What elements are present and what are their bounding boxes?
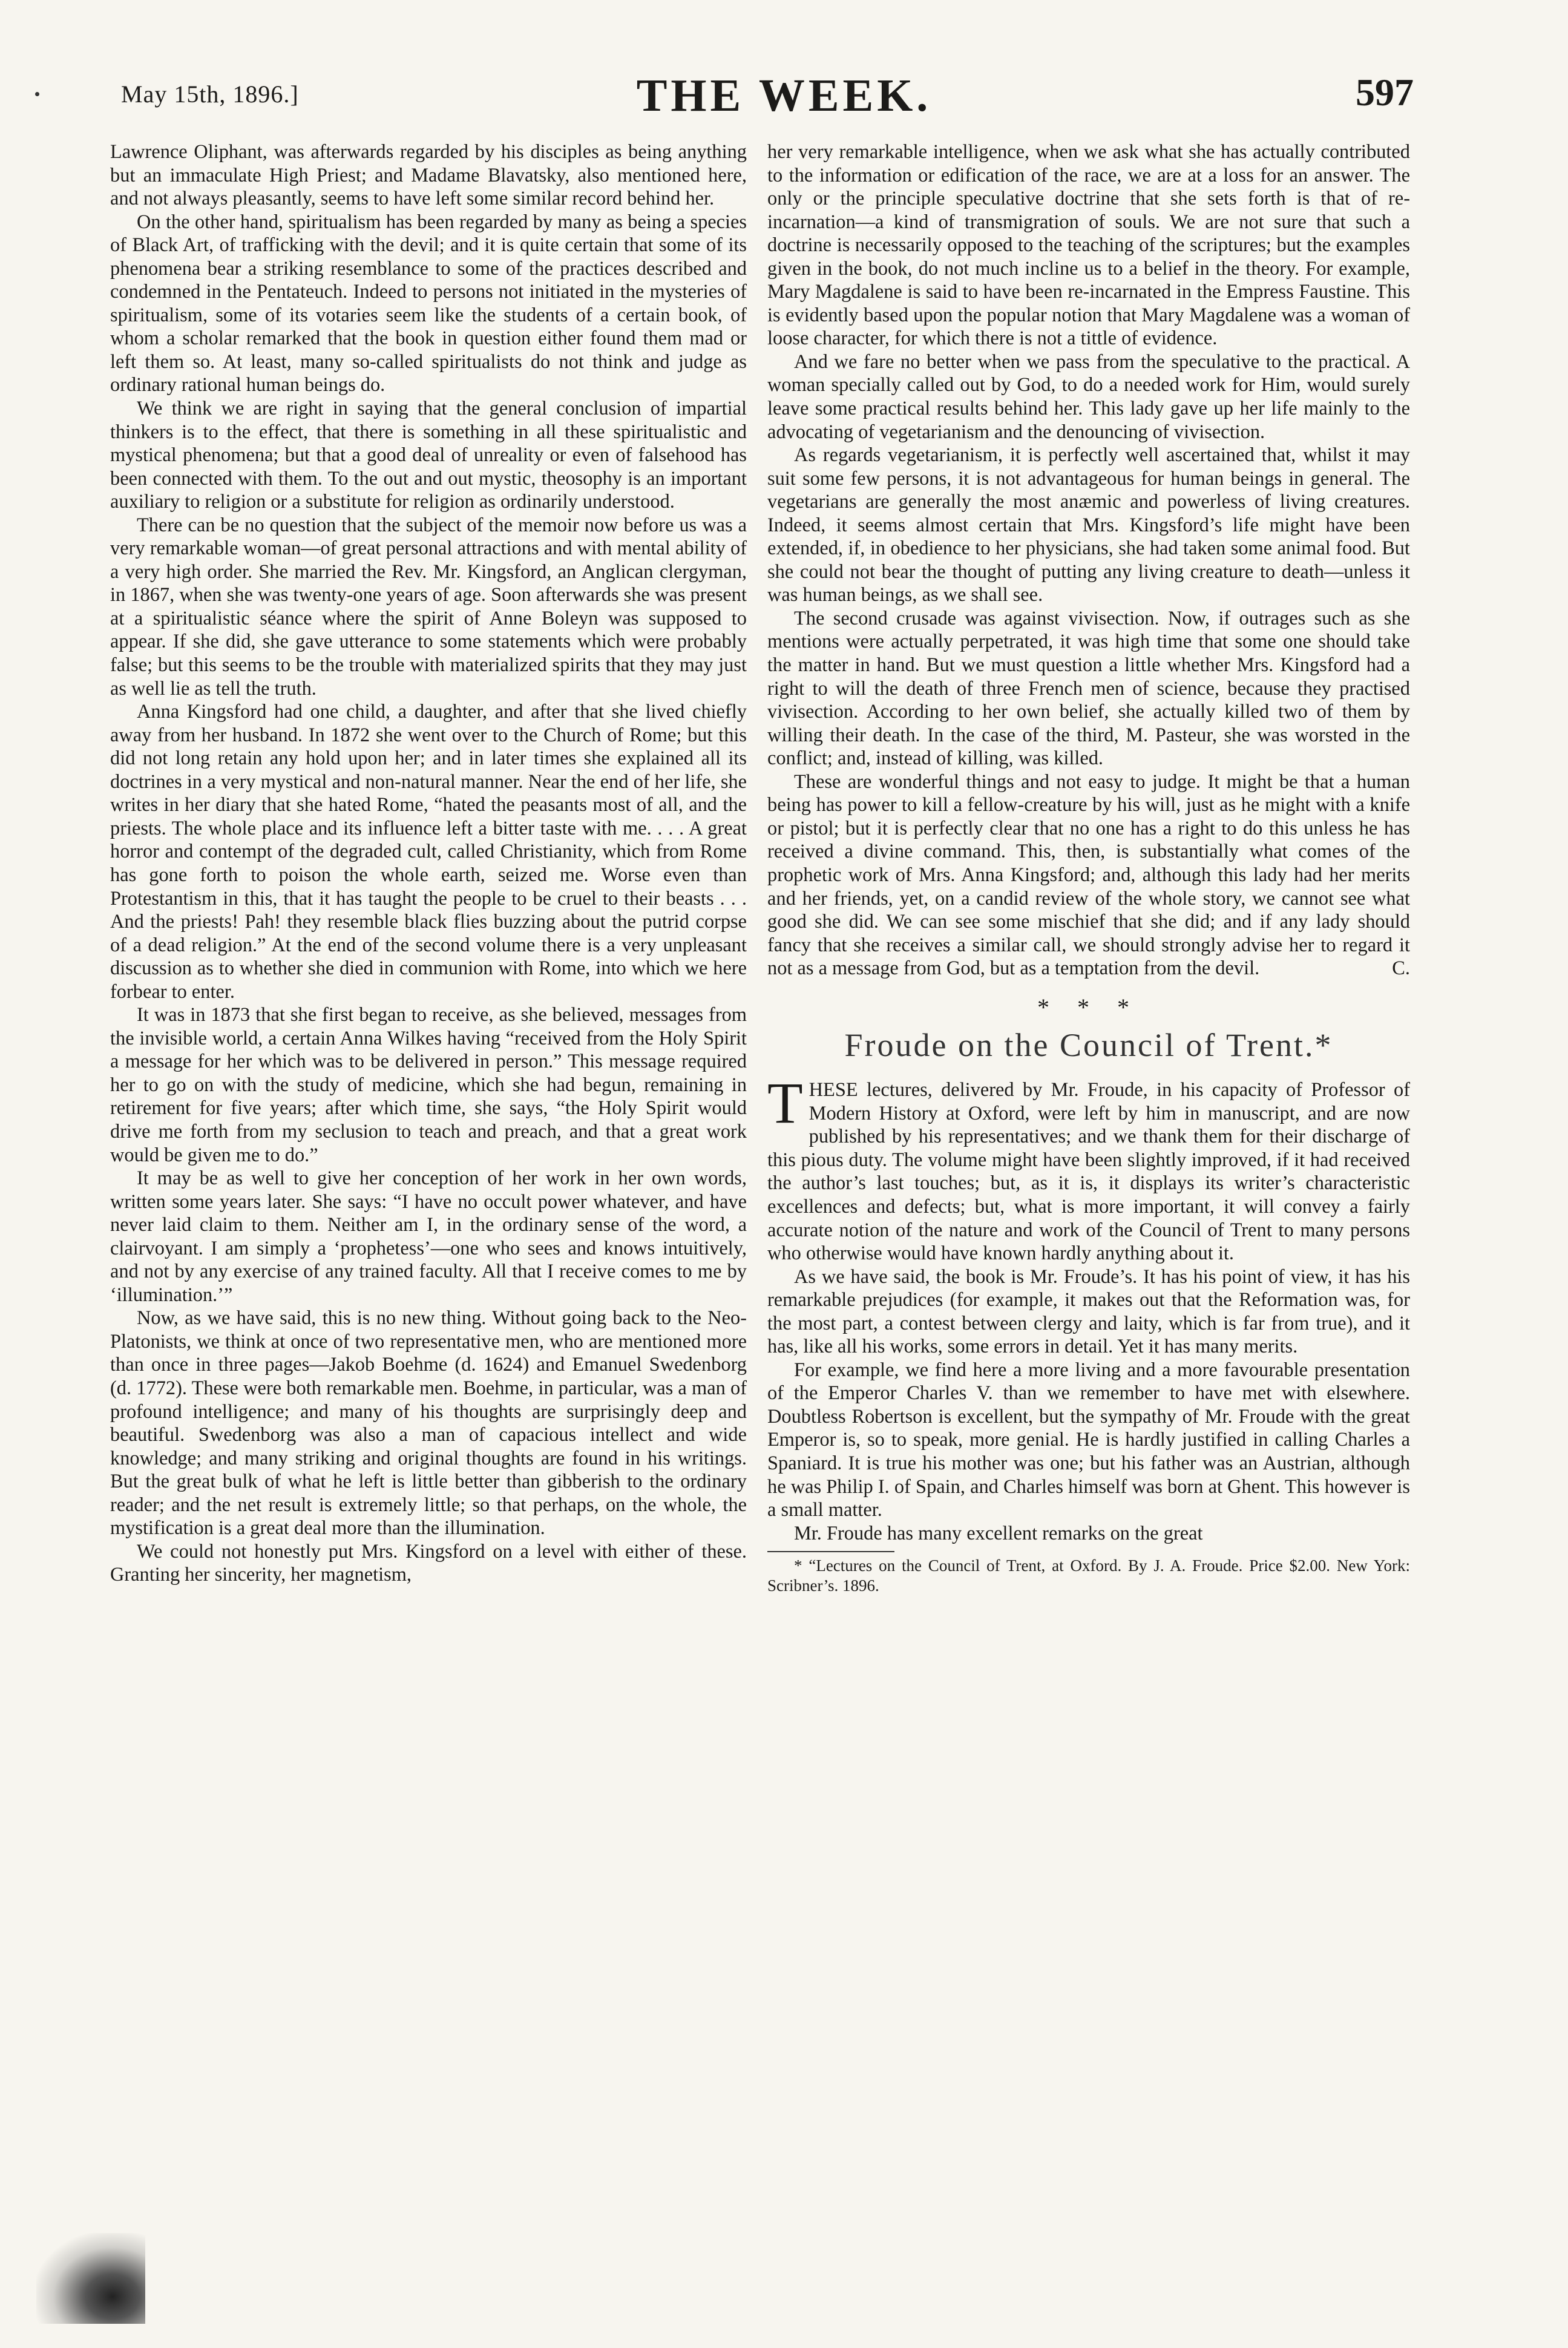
paragraph: And we fare no better when we pass from the speculative to the practical. A woman specially called out by God, to do a needed work for Him, would surely leave some practical results behind her. This lady gave up her life mainly to the advocating of vegetarianism and the denouncing of vivisection. [767,350,1410,443]
paragraph: As we have said, the book is Mr. Froude’s. It has his point of view, it has his remarkable prejudices (for example, it makes out that the Reformation was, for the most part, a contest between clergy and laity, which is far from true), and it has, like all his works, some errors in detail. Yet it has many merits. [767,1265,1410,1358]
paragraph: On the other hand, spiritualism has been regarded by many as being a species of Black Art, of trafficking with the devil; and it is quite certain that some of its phenomena bear a striking resemblance to some of the practices described and condemned in the Pentateuch. Indeed to persons not initiated in the mysteries of spiritualism, some of its votaries seem like the students of a certain book, of whom a scholar remarked that the book in question either found them mad or left them so. At least, many so-called spiritualists do not think and judge as ordinary rational human beings do. [110,211,747,396]
paragraph: her very remarkable intelligence, when we ask what she has actually contributed to the information or edification of the race, we are at a loss for an answer. The only or the principle speculative doctrine that she sets forth is that of re-incarnation—a kind of transmigration of souls. We are not sure that such a doctrine is necessarily opposed to the teaching of the scriptures; but the examples given in the book, do not much incline us to a belief in the theory. For example, Mary Magdalene is said to have been re-incarnated in the Empress Faustine. This is evidently based upon the popular notion that Mary Magdalene was a woman of loose character, for which there is not a tittle of evidence. [767,141,1410,350]
paragraph: Mr. Froude has many excellent remarks on the great [794,1522,1203,1544]
article-title: Froude on the Council of Trent.* [844,1027,1333,1064]
paragraph-text: HESE lectures, delivered by Mr. Froude, in his capacity of Professor of Modern History at Oxford, were left by him in manuscript, and are now published by his representatives; and we thank them for their discharge of this pious duty. The volume might have been slightly improved, if it had received the author’s last touches; but, as it is, it displays its writer’s characteristic excellences and defects; but, what is more important, it will convey a fairly accurate notion of the nature and work of the Council of Trent to many persons who otherwise would have known hardly anything about it. [767,1079,1410,1265]
paragraph: The second crusade was against vivisection. Now, if outrages such as she mentions were actually perpetrated, it was high time that some one should take the matter in hand. But we must question a little whether Mrs. Kingsford had a right to will the death of three French men of science, because they practised vivisection. According to her own belief, she actually killed two of them by willing their death. In the case of the third, M. Pasteur, she was worsted in the conflict; and, instead of killing, was killed. [767,607,1410,770]
publication-title: THE WEEK. [636,70,932,121]
paragraph: It was in 1873 that she first began to receive, as she believed, messages from the invisible world, a certain Anna Wilkes having “received from the Holy Spirit a message for her which was to be delivered in person.” This message required her to go on with the study of medicine, which she had begun, remaining in retirement for five years; after which time, she says, “the Holy Spirit would drive me forth from my seclusion to teach and preach, and that a great work would be given me to do.” [110,1004,747,1166]
paragraph: Lawrence Oliphant, was afterwards regarded by his disciples as being anything but an immaculate High Priest; and Madame Blavatsky, also mentioned here, and not always pleasantly, seems to have left some similar record behind her. [110,141,747,210]
footnote-rule [767,1551,894,1552]
section-separator: * * * [1037,993,1140,1021]
issue-date: May 15th, 1896.] [121,80,299,108]
paragraph-text: These are wonderful things and not easy to judge. It might be that a human being has power to kill a fellow-creature by his will, just as he might with a knife or pistol; but it is perfectly clear that no one has a right to do this unless he has received a divine command. This, then, is substantially what comes of the prophetic work of Mrs. Anna Kingsford; and, although this lady had her merits and her friends, yet, on a candid review of the whole story, we cannot see what good she did. We can see some mischief that she did; and if any lady should fancy that she receives a similar call, we should strongly advise her to regard it not as a message from God, but as a temptation from the devil. [767,770,1410,980]
ink-smudge [36,2233,145,2324]
paragraph: As regards vegetarianism, it is perfectly well ascertained that, whilst it may suit some few persons, it is not advantageous for human beings in general. The vegetarians are generally the most anæmic and powerless of living creatures. Indeed, it seems almost certain that Mrs. Kingsford’s life might have been extended, if, in obedience to her physicians, she had taken some animal food. But she could not bear the thought of putting any living creature to death—unless it was human beings, as we shall see. [767,444,1410,606]
author-signature: C. [1392,957,1410,980]
footnote: * “Lectures on the Council of Trent, at Oxford. By J. A. Froude. Price $2.00. New York: Scribner’s. 1896. [767,1556,1410,1595]
paragraph: We think we are right in saying that the general conclusion of impartial thinkers is to the effect, that there is something in all these spiritualistic and mystical phenomena; but that a good deal of unreality or even of falsehood has been connected with them. To the out and out mystic, theosophy is an important auxiliary to religion or a substitute for religion as ordinarily understood. [110,398,747,513]
drop-cap: T [767,1071,803,1136]
paragraph: For example, we find here a more living and a more favourable presentation of the Emperor Charles V. than we remember to have met with elsewhere. Doubtless Robertson is excellent, but the sympathy of Mr. Froude with the great Emperor is, so to speak, more genial. He is hardly justified in calling Charles a Spaniard. It is true his mother was one; but his father was an Austrian, although he was Philip I. of Spain, and Charles himself was born at Ghent. This however is a small matter. [767,1359,1410,1521]
paragraph: Anna Kingsford had one child, a daughter, and after that she lived chiefly away from her husband. In 1872 she went over to the Church of Rome; but this did not long retain any hold upon her; and in later times she explained all its doctrines in a very mystical and non-natural manner. Near the end of her life, she writes in her diary that she hated Rome, “hated the peasants most of all, and the priests. The whole place and its influence left a bitter taste with me. . . . A great horror and contempt of the degraded cult, called Christianity, which from Rome has gone forth to poison the whole earth, seized me. Worse even than Protestantism in this, that it has taught the people to be cruel to their beasts . . . And the priests! Pah! they resemble black flies buzzing about the putrid corpse of a dead religion.” At the end of the second volume there is a very unpleasant discussion as to whether she died in communion with Rome, into which we here forbear to enter. [110,701,747,1003]
paragraph: Now, as we have said, this is no new thing. Without going back to the Neo-Platonists, we think at once of two representative men, who are mentioned more than once in three pages—Jakob Boehme (d. 1624) and Emanuel Swedenborg (d. 1772). These were both remarkable men. Boehme, in particular, was a man of profound intelligence; and many of his thoughts are surprisingly deep and beautiful. Swedenborg was also a man of capacious intellect and wide knowledge; and many striking and original thoughts are found in his writings. But the great bulk of what he left is little better than gibberish to the ordinary reader; and the net result is extremely little; so that perhaps, on the whole, the mystification is a great deal more than the illumination. [110,1307,747,1540]
paragraph: We could not honestly put Mrs. Kingsford on a level with either of these. Granting her sincerity, her magnetism, [110,1540,747,1586]
paragraph: It may be as well to give her conception of her work in her own words, written some years later. She says: “I have no occult power whatever, and have never laid claim to them. Neither am I, in the ordinary sense of the word, a clairvoyant. I am simply a ‘prophetess’—one who sees and knows intuitively, and not by any exercise of any trained faculty. All that I receive comes to me by ‘illumination.’” [110,1167,747,1306]
left-column [110,140,747,1587]
paragraph: There can be no question that the subject of the memoir now before us was a very remarkable woman—of great personal attractions and with mental ability of a very high order. She married the Rev. Mr. Kingsford, an Anglican clergyman, in 1867, when she was twenty-one years of age. Soon afterwards she was present at a spiritualistic séance where the spirit of Anne Boleyn was supposed to appear. If she did, she gave utterance to some statements which were probably false; but this seems to be the trouble with materialized spirits that they may just as well lie as tell the truth. [110,514,747,700]
right-column [767,140,1410,1596]
page-number: 597 [1356,71,1414,114]
page-header [0,0,1568,157]
article-first-paragraph [767,1071,1410,1265]
paragraph-with-signature [767,770,1410,980]
